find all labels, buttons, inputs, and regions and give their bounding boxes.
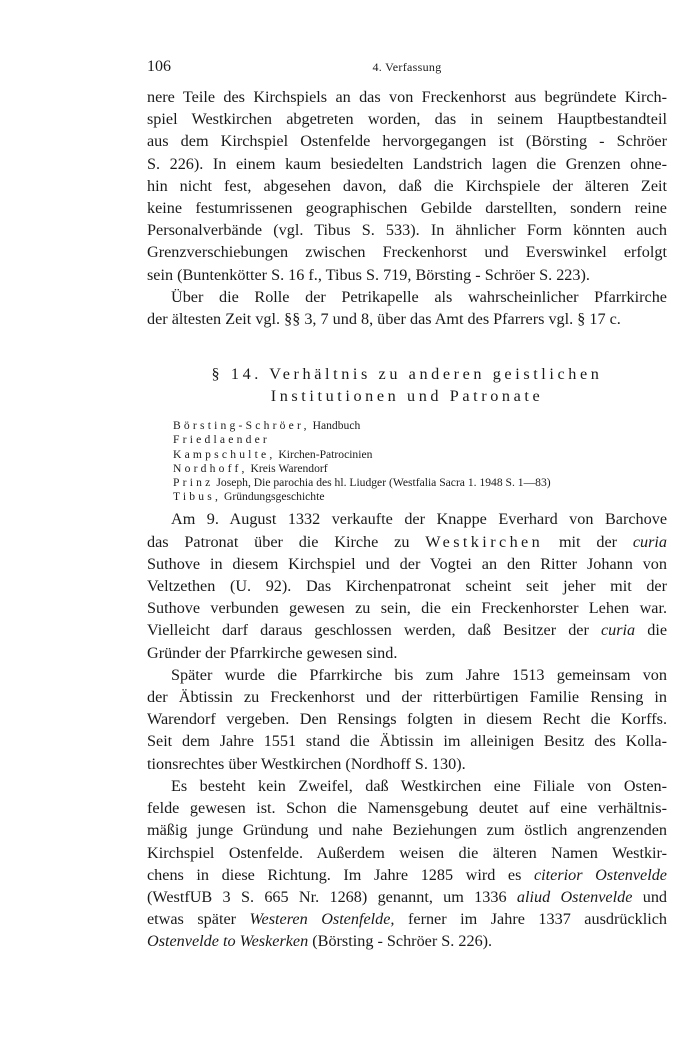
text-line: Über die Rolle der Petrikapelle als wahrscheinlicher Pfarrkirche	[171, 287, 667, 306]
text-line: Seit dem Jahre 1551 stand die Äbtissin im alleinigen Besitz des Kolla-	[147, 732, 667, 751]
text-line: aus dem Kirchspiel Ostenfelde hervorgegangen ist (Börsting - Schröer	[147, 132, 667, 151]
bibliography-entry: Prinz Joseph, Die parochia des hl. Liudger (Westfalia Sacra 1. 1948 S. 1—83)	[173, 476, 551, 490]
bibliography-entry: Friedlaender	[173, 433, 270, 447]
running-head: 4. Verfassung	[372, 60, 442, 74]
text-line: Grenzverschiebungen zwischen Freckenhorst und Everswinkel erfolgt	[147, 243, 667, 262]
text-line: hin nicht fest, abgesehen davon, daß die Kirchspiele der älteren Zeit	[147, 176, 667, 195]
text-line: Suthove verbunden gewesen zu sein, die ein Freckenhorster Lehen war.	[147, 599, 667, 618]
text-line: der Äbtissin zu Freckenhorst und der ritterbürtigen Familie Rensing in	[147, 688, 667, 707]
text-line: das Patronat über die Kirche zu Westkirchen mit der curia	[147, 532, 667, 551]
text-line: Am 9. August 1332 verkaufte der Knappe Everhard von Barchove	[171, 510, 667, 529]
filiale-paragraph	[147, 775, 667, 953]
intro-paragraph	[147, 86, 667, 286]
text-line: Veltzethen (U. 92). Das Kirchenpatronat scheint seit jeher mit der	[147, 577, 667, 596]
text-line: Ostenvelde to Weskerken (Börsting - Schröer S. 226).	[147, 932, 493, 951]
text-line: sein (Buntenkötter S. 16 f., Tibus S. 719, Börsting - Schröer S. 223).	[147, 265, 590, 284]
text-line: nere Teile des Kirchspiels an das von Freckenhorst aus begründete Kirch-	[147, 88, 667, 106]
text-line: chens in diese Richtung. Im Jahre 1285 wird es citerior Ostenvelde	[147, 865, 667, 884]
page-header	[147, 58, 667, 80]
section-heading	[147, 363, 667, 407]
text-line: felde gewesen ist. Schon die Namensgebung deutet auf eine verhältnis-	[147, 799, 667, 818]
petrikapelle-paragraph	[147, 286, 667, 330]
text-line: tionsrechtes über Westkirchen (Nordhoff S. 130).	[147, 754, 466, 773]
bibliography-entry: Nordhoff, Kreis Warendorf	[173, 461, 328, 475]
bibliography-list	[173, 419, 667, 504]
collation-paragraph	[147, 664, 667, 775]
text-line: S. 226). In einem kaum besiedelten Landstrich lagen die Grenzen ohne-	[147, 154, 667, 173]
text-line: mäßig junge Gründung und nahe Beziehungen zum östlich angrenzenden	[147, 821, 667, 840]
section-heading-line-1: § 14. Verhältnis zu anderen geistlichen	[211, 365, 603, 384]
book-page	[147, 58, 667, 953]
text-line: Vielleicht darf daraus geschlossen werden, daß Besitzer der curia die	[147, 621, 667, 640]
text-line: Suthove in diesem Kirchspiel und der Vogtei an den Ritter Johann von	[147, 554, 667, 573]
text-line: Später wurde die Pfarrkirche bis zum Jahre 1513 gemeinsam von	[171, 665, 667, 684]
text-line: spiel Westkirchen abgetreten worden, das in seinem Hauptbestandteil	[147, 110, 667, 129]
section-heading-line-2: Institutionen und Patronate	[270, 387, 544, 406]
text-line: der ältesten Zeit vgl. §§ 3, 7 und 8, über das Amt des Pfarrers vgl. § 17 c.	[147, 310, 621, 329]
text-line: (WestfUB 3 S. 665 Nr. 1268) genannt, um 1336 aliud Ostenvelde und	[147, 887, 667, 906]
text-line: keine festumrissenen geographischen Gebilde darstellten, sondern reine	[147, 199, 667, 218]
page-number: 106	[147, 58, 171, 75]
text-line: etwas später Westeren Ostenfelde, ferner im Jahre 1337 ausdrücklich	[147, 910, 667, 929]
patronage-paragraph	[147, 508, 667, 663]
bibliography-entry: Börsting-Schröer, Handbuch	[173, 419, 361, 433]
text-line: Warendorf vergeben. Den Rensings folgten in diesem Recht die Korffs.	[147, 710, 667, 729]
bibliography-entry: Tibus, Gründungsgeschichte	[173, 490, 325, 504]
text-line: Es besteht kein Zweifel, daß Westkirchen eine Filiale von Osten-	[171, 776, 667, 795]
text-line: Kirchspiel Ostenfelde. Außerdem weisen die älteren Namen Westkir-	[147, 843, 667, 862]
text-line: Gründer der Pfarrkirche gewesen sind.	[147, 643, 398, 662]
text-line: Personalverbände (vgl. Tibus S. 533). In ähnlicher Form könnten auch	[147, 221, 667, 240]
bibliography-entry: Kampschulte, Kirchen-Patrocinien	[173, 447, 373, 461]
